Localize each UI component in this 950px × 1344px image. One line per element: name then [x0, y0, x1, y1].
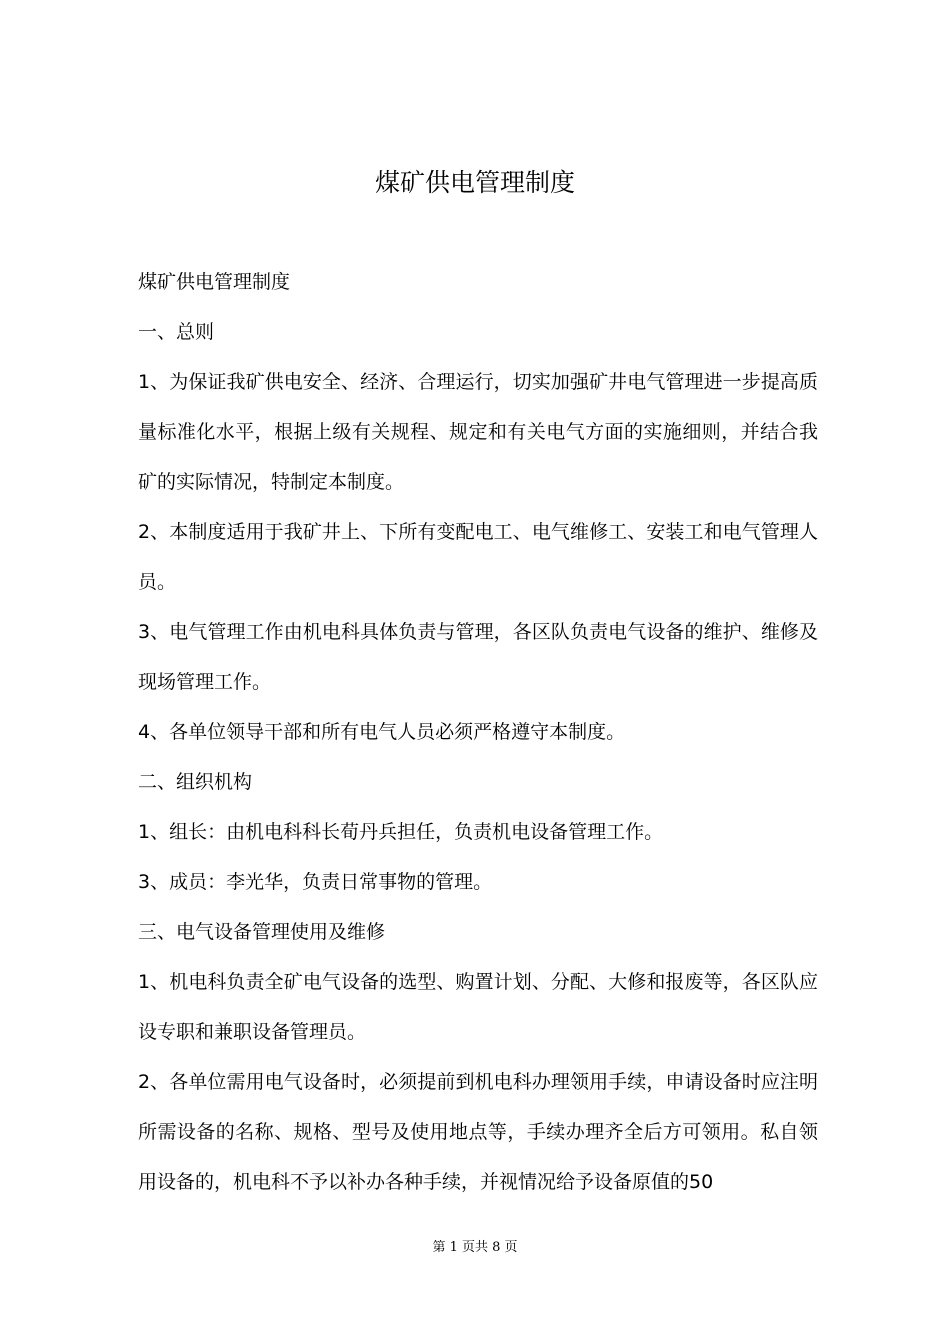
- paragraph: 1、组长：由机电科科长荀丹兵担任，负责机电设备管理工作。: [138, 821, 664, 843]
- section-heading-equipment: 三、电气设备管理使用及维修: [138, 921, 386, 943]
- paragraph: 1、机电科负责全矿电气设备的选型、购置计划、分配、大修和报废等，各区队应设专职和兼职设备管理员。: [138, 971, 818, 1043]
- page-title: 煤矿供电管理制度: [374, 168, 575, 197]
- paragraph: 1、为保证我矿供电安全、经济、合理运行，切实加强矿井电气管理进一步提高质量标准化水平，根据上级有关规程、规定和有关电气方面的实施细则，并结合我矿的实际情况，特制定本制度。: [138, 371, 818, 493]
- paragraph: 4、各单位领导干部和所有电气人员必须严格遵守本制度。: [138, 721, 626, 743]
- paragraph: 2、各单位需用电气设备时，必须提前到机电科办理领用手续，申请设备时应注明所需设备的名称、规格、型号及使用地点等，手续办理齐全后方可领用。私自领用设备的，机电科不予以补办各种手续，并视情况给予设备原值的50: [138, 1071, 818, 1193]
- section-heading-organization: 二、组织机构: [138, 771, 253, 793]
- paragraph: 3、成员：李光华，负责日常事物的管理。: [138, 871, 493, 893]
- paragraph: 2、本制度适用于我矿井上、下所有变配电工、电气维修工、安装工和电气管理人员。: [138, 521, 818, 593]
- section-heading-general: 一、总则: [138, 321, 215, 343]
- section-heading: 煤矿供电管理制度: [138, 271, 291, 293]
- page-number: 第 1 页共 8 页: [432, 1240, 518, 1255]
- paragraph: 3、电气管理工作由机电科具体负责与管理，各区队负责电气设备的维护、维修及现场管理工作。: [138, 621, 818, 693]
- document-body: [138, 257, 818, 1207]
